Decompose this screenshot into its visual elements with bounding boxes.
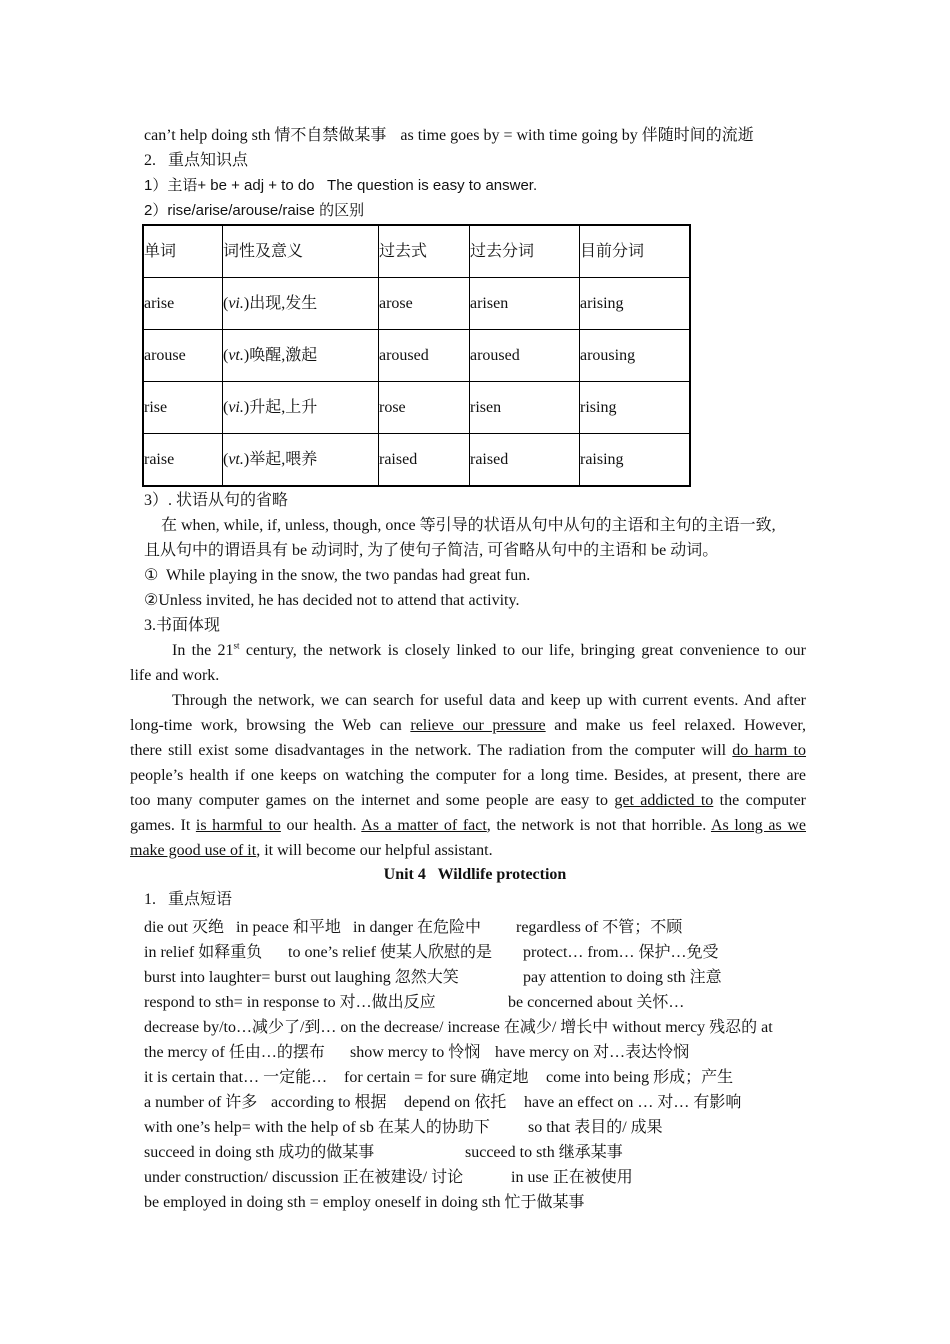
word-cell: arise bbox=[143, 278, 223, 330]
essay-text: In the 21 bbox=[172, 642, 234, 659]
meaning-cell: (vi.)出现,发生 bbox=[223, 278, 379, 330]
meaning-text: )唤醒,激起 bbox=[243, 346, 318, 364]
underlined-phrase: is harmful to bbox=[195, 817, 281, 834]
header-cell: 过去分词 bbox=[470, 225, 580, 278]
underlined-phrase: relieve our pressure bbox=[410, 717, 546, 734]
present-participle-cell: arising bbox=[580, 278, 691, 330]
part-of-speech: vt. bbox=[228, 450, 244, 468]
grammar-point-1: 1）主语+ be + adj + to do The question is easy to answer. bbox=[144, 177, 538, 194]
meaning-cell: (vt.)唤醒,激起 bbox=[223, 330, 379, 382]
essay-line bbox=[130, 840, 493, 862]
table-row bbox=[143, 434, 690, 487]
essay-line bbox=[130, 815, 806, 837]
grammar-point-3-heading: 3）. 状语从句的省略 bbox=[144, 492, 289, 509]
phrase-item: to one’s relief 使某人欣慰的是 bbox=[288, 944, 492, 961]
part-of-speech: vi. bbox=[228, 294, 244, 312]
essay-text: there still exist some disadvantages in the network. The radiation from the computer will bbox=[130, 742, 733, 759]
phrase-item: die out 灭绝 bbox=[144, 919, 224, 936]
phrase-item: in use 正在被使用 bbox=[511, 1169, 633, 1186]
present-participle-cell: rising bbox=[580, 382, 691, 434]
phrase-item: so that 表目的/ 成果 bbox=[528, 1119, 663, 1136]
phrase-item: come into being 形成；产生 bbox=[546, 1069, 734, 1086]
table-row bbox=[143, 278, 690, 330]
header-cell: 目前分词 bbox=[580, 225, 691, 278]
word-cell: arouse bbox=[143, 330, 223, 382]
essay-line bbox=[130, 740, 806, 762]
essay-line bbox=[172, 640, 806, 662]
phrase-item: according to 根据 bbox=[271, 1094, 387, 1111]
phrase-item: have mercy on 对…表达怜悯 bbox=[495, 1044, 690, 1061]
essay-text: long-time work, browsing the Web can bbox=[130, 717, 411, 734]
phrase-item: with one’s help= with the help of sb 在某人的协助下 bbox=[144, 1119, 490, 1136]
past-participle-cell: raised bbox=[470, 434, 580, 487]
phrase-item: show mercy to 怜悯 bbox=[350, 1044, 481, 1061]
writing-heading: 3.书面体现 bbox=[144, 617, 221, 634]
phrase-item: pay attention to doing sth 注意 bbox=[523, 969, 722, 986]
underlined-phrase: As long as we bbox=[710, 817, 807, 834]
phrase-item: protect… from… 保护…免受 bbox=[523, 944, 719, 961]
phrase-item: regardless of 不管；不顾 bbox=[516, 919, 683, 936]
phrase-item: be concerned about 关怀… bbox=[508, 994, 685, 1011]
essay-line: life and work. bbox=[130, 667, 220, 684]
meaning-cell: (vt.)举起,喂养 bbox=[223, 434, 379, 487]
word-cell: raise bbox=[143, 434, 223, 487]
phrase-item: succeed in doing sth 成功的做某事 bbox=[144, 1144, 375, 1161]
underlined-phrase: As a matter of fact bbox=[361, 817, 487, 834]
essay-text: our health. bbox=[280, 817, 362, 834]
example-sentence: ① While playing in the snow, the two pandas had great fun. bbox=[144, 567, 531, 584]
essay-text: and make us feel relaxed. However, bbox=[545, 717, 806, 734]
underlined-phrase: make good use of it bbox=[130, 842, 257, 859]
ordinal-suffix: st bbox=[233, 640, 240, 651]
past-cell: raised bbox=[379, 434, 470, 487]
table-row bbox=[143, 382, 690, 434]
essay-text: century, the network is closely linked to our life, bringing great convenience to our bbox=[239, 642, 806, 659]
grammar-point-2: 2）rise/arise/arouse/raise 的区别 bbox=[144, 202, 365, 219]
phrase-item: burst into laughter= burst out laughing 忽然大笑 bbox=[144, 969, 459, 986]
essay-line bbox=[130, 790, 806, 812]
part-of-speech: vi. bbox=[228, 398, 244, 416]
header-cell: 单词 bbox=[143, 225, 223, 278]
essay-text: too many computer games on the internet and some people are easy to bbox=[130, 792, 615, 809]
phrase-cant-help: can’t help doing sth 情不自禁做某事 bbox=[144, 127, 387, 144]
phrases-heading: 1. 重点短语 bbox=[144, 891, 233, 908]
explanation-line: 在 when, while, if, unless, though, once 等引导的状语从句中从句的主语和主句的主语一致, bbox=[161, 517, 776, 534]
past-participle-cell: risen bbox=[470, 382, 580, 434]
past-cell: arose bbox=[379, 278, 470, 330]
underlined-phrase: get addicted to bbox=[614, 792, 714, 809]
phrase-item: be employed in doing sth = employ oneself in doing sth 忙于做某事 bbox=[144, 1194, 585, 1211]
essay-line: Through the network, we can search for useful data and keep up with current events. And after bbox=[172, 692, 806, 709]
past-participle-cell: aroused bbox=[470, 330, 580, 382]
phrase-item: in relief 如释重负 bbox=[144, 944, 263, 961]
phrase-item: for certain = for sure 确定地 bbox=[344, 1069, 529, 1086]
past-participle-cell: arisen bbox=[470, 278, 580, 330]
underlined-phrase: do harm to bbox=[732, 742, 807, 759]
essay-text: , the network is not that horrible. bbox=[486, 817, 711, 834]
present-participle-cell: arousing bbox=[580, 330, 691, 382]
phrase-item: respond to sth= in response to 对…做出反应 bbox=[144, 994, 436, 1011]
present-participle-cell: raising bbox=[580, 434, 691, 487]
phrase-line bbox=[144, 125, 754, 147]
header-cell: 过去式 bbox=[379, 225, 470, 278]
meaning-text: )举起,喂养 bbox=[243, 450, 318, 468]
example-sentence: ②Unless invited, he has decided not to attend that activity. bbox=[144, 592, 520, 609]
phrase-item: in peace 和平地 bbox=[236, 919, 341, 936]
phrase-item: decrease by/to…减少了/到… on the decrease/ increase 在减少/ 增长中 without mercy 残忍的 at bbox=[144, 1019, 773, 1036]
table-row bbox=[143, 330, 690, 382]
explanation-line: 且从句中的谓语具有 be 动词时, 为了使句子简洁, 可省略从句中的主语和 be 动词。 bbox=[144, 542, 719, 559]
essay-text: , it will become our helpful assistant. bbox=[256, 842, 493, 859]
unit-title: Unit 4 Wildlife protection bbox=[383, 866, 567, 883]
essay-line bbox=[130, 715, 806, 737]
phrase-item: have an effect on … 对… 有影响 bbox=[524, 1094, 742, 1111]
header-cell: 词性及意义 bbox=[223, 225, 379, 278]
word-forms-table bbox=[142, 224, 691, 487]
essay-text: games. It bbox=[130, 817, 196, 834]
phrase-item: it is certain that… 一定能… bbox=[144, 1069, 328, 1086]
essay-text: the computer bbox=[713, 792, 807, 809]
meaning-cell: (vi.)升起,上升 bbox=[223, 382, 379, 434]
past-cell: aroused bbox=[379, 330, 470, 382]
table-header-row bbox=[143, 225, 690, 278]
phrase-item: depend on 依托 bbox=[404, 1094, 507, 1111]
past-cell: rose bbox=[379, 382, 470, 434]
phrase-item: in danger 在危险中 bbox=[353, 919, 481, 936]
phrase-item: under construction/ discussion 正在被建设/ 讨论 bbox=[144, 1169, 464, 1186]
essay-line: people’s health if one keeps on watching the computer for a long time. Besides, at present, there are bbox=[130, 767, 806, 784]
meaning-text: )升起,上升 bbox=[243, 398, 318, 416]
phrase-as-time-goes-by: as time goes by = with time going by 伴随时间的流逝 bbox=[400, 127, 754, 144]
section-heading: 2. 重点知识点 bbox=[144, 152, 249, 169]
meaning-text: )出现,发生 bbox=[243, 294, 318, 312]
phrase-item: succeed to sth 继承某事 bbox=[465, 1144, 623, 1161]
word-cell: rise bbox=[143, 382, 223, 434]
part-of-speech: vt. bbox=[228, 346, 244, 364]
phrase-item: the mercy of 任由…的摆布 bbox=[144, 1044, 325, 1061]
phrase-item: a number of 许多 bbox=[144, 1094, 258, 1111]
